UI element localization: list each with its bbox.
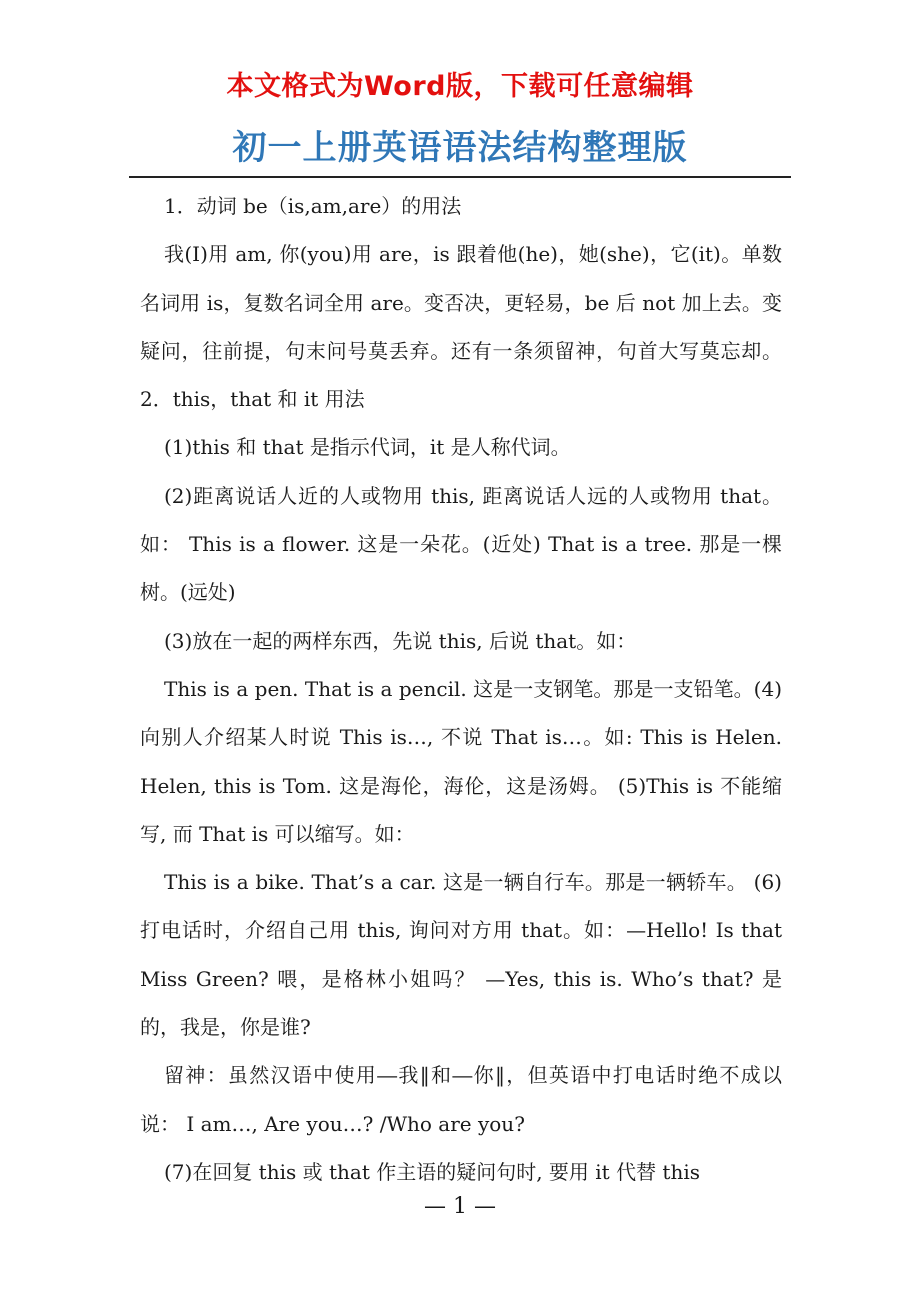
page-number: — 1 — (424, 1194, 496, 1219)
paragraph-rule-7: (7)在回复 this 或 that 作主语的疑问句时, 要用 it 代替 this (164, 1159, 701, 1184)
paragraph-rule-3-example: This is a pen. That is a pencil. 这是一支钢笔。那是一支铅笔。(4)向别人介绍某人时说 This is…, 不说 That is…。如: This is Helen. Helen, this is Tom. 这是海伦，海伦，这是汤姆。 (5)This is 不能缩写, 而 That is 可以缩写。如： (140, 676, 782, 846)
paragraph-be-verb-heading: 1．动词 be（is,am,are）的用法 (164, 194, 462, 218)
paragraph-rule-1: (1)this 和 that 是指示代词，it 是人称代词。 (164, 435, 571, 460)
document-body (140, 182, 782, 1196)
paragraph-rule-3: (3)放在一起的两样东西，先说 this, 后说 that。如： (164, 628, 637, 653)
format-notice-banner: 本文格式为Word版，下载可任意编辑 (226, 71, 694, 102)
paragraph-be-verb-rhyme: 我(I)用 am, 你(you)用 are，is 跟着他(he)，她(she)，它(it)。单数名词用 is，复数名词全用 are。变否决，更轻易，be 后 not 加上去。变疑问，往前提，句末问号莫丢弃。还有一条须留神，句首大写莫忘却。 2．this，that 和 it 用法 (140, 242, 782, 412)
document-title: 初一上册英语语法结构整理版 (232, 128, 688, 168)
paragraph-note: 留神：虽然汉语中使用―我‖和―你‖，但英语中打电话时绝不成以说： I am…, Are you…? /Who are you? (140, 1063, 782, 1136)
paragraph-rule-2: (2)距离说话人近的人或物用 this, 距离说话人远的人或物用 that。如： This is a flower. 这是一朵花。(近处) That is a tree. 那是一棵树。(远处) (140, 483, 782, 605)
paragraph-rule-6: This is a bike. That’s a car. 这是一辆自行车。那是一辆轿车。 (6)打电话时，介绍自己用 this, 询问对方用 that。如：—Hello! Is that Miss Green? 喂，是格林小姐吗？ —Yes, this is. Who’s that? 是的，我是，你是谁? (140, 870, 782, 1040)
title-divider (129, 176, 791, 178)
